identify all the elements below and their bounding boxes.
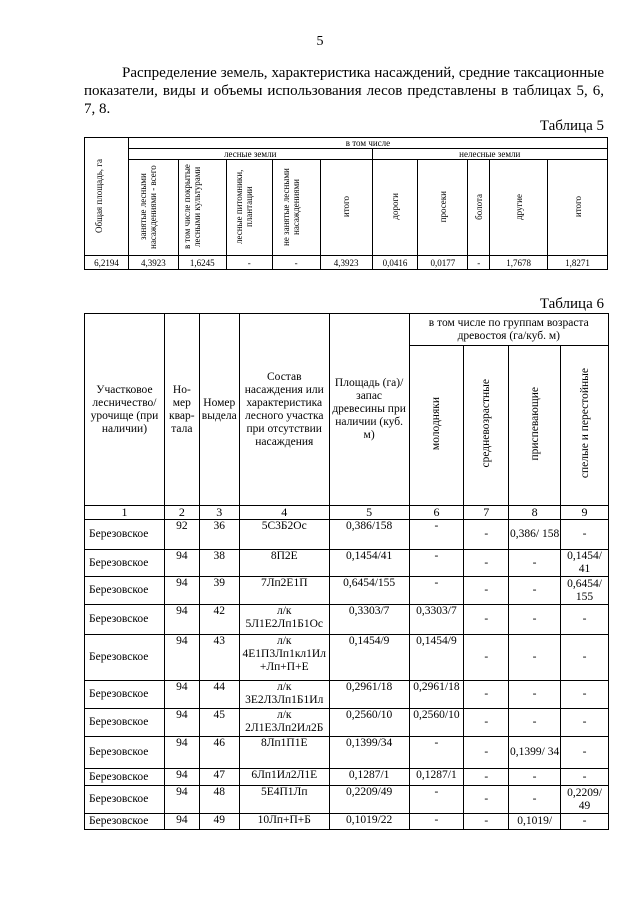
t6-col-number: 5 [329,506,409,520]
t6-col-number: 4 [239,506,329,520]
t6-cell: 8П2Е [239,550,329,577]
t6-cell: - [561,737,609,769]
t6-cell: 5С3Б2Ос [239,520,329,550]
t6-cell: - [464,769,509,786]
t6-cell: Березовское [85,635,165,681]
t6-cell: 8Лп1П1Е [239,737,329,769]
t6-cell: - [464,709,509,737]
t6-cell: 0,1019/22 [329,814,409,830]
t6-cell: 36 [199,520,239,550]
t6-cell: 10Лп+П+Б [239,814,329,830]
t6-cell: - [561,814,609,830]
t6-col-number: 6 [409,506,464,520]
t6-col-number: 9 [561,506,609,520]
t6-cell: - [409,814,464,830]
t6-cell: - [464,605,509,635]
t6-cell: - [561,709,609,737]
t5-cell: 0,0416 [372,256,418,270]
t6-cell: 5Е4П1Лп [239,786,329,814]
t6-cell: - [464,737,509,769]
t5-header-incl: в том числе [128,138,607,149]
t6-cell: - [509,786,561,814]
t6-header-plot: Номер выдела [199,314,239,506]
t6-cell: - [509,769,561,786]
t6-cell: - [409,577,464,605]
t6-cell: 0,386/158 [329,520,409,550]
t5-col-nurseries: лесные питомники, плантации [226,160,272,256]
t6-cell: 7Лп2Е1П [239,577,329,605]
t6-cell: Березовское [85,605,165,635]
table-row [85,769,609,786]
t6-cell: л/к 3Е2Л3Лп1Б1Ил [239,681,329,709]
t6-cell: 44 [199,681,239,709]
t6-cell: 0,2560/10 [329,709,409,737]
table-row [85,520,609,550]
t6-header-mature: спелые и перестойные [561,346,609,506]
t6-body [85,520,609,830]
t6-header-young: молодняки [409,346,464,506]
t6-cell: 94 [164,635,199,681]
t6-cell: - [509,635,561,681]
t5-header-nonforest: нелесные земли [372,149,608,160]
t6-cell: - [561,520,609,550]
t6-header-middle-aged: средневозрастные [464,346,509,506]
t6-cell: 39 [199,577,239,605]
t6-cell: - [464,814,509,830]
t6-col-number: 1 [85,506,165,520]
t6-cell: 94 [164,769,199,786]
t6-cell: 0,1287/1 [329,769,409,786]
t5-col-not-occupied: не занятые лесными насаждениями [272,160,320,256]
t6-cell: - [561,769,609,786]
table6 [84,313,609,830]
t5-cell: 4,3923 [128,256,178,270]
table-row [85,635,609,681]
t6-cell: Березовское [85,737,165,769]
t6-cell: 0,6454/155 [329,577,409,605]
t6-cell: 94 [164,737,199,769]
t6-cell: - [464,681,509,709]
t5-col-cultures: в том числе покрытые лесными культурами [178,160,226,256]
t6-cell: 0,3303/7 [409,605,464,635]
table6-caption: Таблица 6 [539,296,604,312]
t5-cell: - [226,256,272,270]
table-row [85,577,609,605]
t6-cell: 0,2961/18 [329,681,409,709]
t6-cell: 6Лп1Ил2Л1Е [239,769,329,786]
t6-header-composition: Состав насаждения или характеристика лесного участка при отсутствии насаждения [239,314,329,506]
t6-cell: 47 [199,769,239,786]
table-row [85,814,609,830]
t5-cell: 1,6245 [178,256,226,270]
t6-cell: 0,1454/41 [329,550,409,577]
t5-col-forest-total: итого [320,160,372,256]
t6-cell: 0,1454/9 [329,635,409,681]
t6-column-numbers [85,506,609,520]
t6-cell: 0,1019/ [509,814,561,830]
table-row [85,550,609,577]
t6-cell: - [561,681,609,709]
t6-cell: - [509,605,561,635]
t6-cell: - [464,635,509,681]
t5-cell: 4,3923 [320,256,372,270]
t6-cell: 0,1454/9 [409,635,464,681]
t6-cell: - [464,520,509,550]
page-number: 5 [316,34,324,49]
t6-cell: 0,3303/7 [329,605,409,635]
table5-caption: Таблица 5 [539,118,604,134]
t6-cell: 94 [164,550,199,577]
t6-cell: 42 [199,605,239,635]
t6-cell: Березовское [85,520,165,550]
t6-cell: - [509,577,561,605]
t5-cell: - [272,256,320,270]
t6-cell: 94 [164,786,199,814]
t6-header-age-groups: в том числе по группам возраста древостоя (га/куб. м) [409,314,609,346]
t6-cell: - [409,520,464,550]
t6-cell: - [509,681,561,709]
t6-cell: 0,1399/34 [329,737,409,769]
t6-cell: 0,1454/ 41 [561,550,609,577]
t6-cell: 46 [199,737,239,769]
table-row [85,737,609,769]
table-row [85,605,609,635]
t5-col-nonforest-total: итого [548,160,608,256]
table-row [85,681,609,709]
table-row [85,786,609,814]
t6-cell: 92 [164,520,199,550]
t6-cell: 94 [164,681,199,709]
t6-col-number: 8 [509,506,561,520]
t5-cell: - [468,256,490,270]
t6-cell: 0,2961/18 [409,681,464,709]
t5-col-clearings: просеки [418,160,468,256]
t6-cell: 94 [164,814,199,830]
t6-cell: 45 [199,709,239,737]
t5-col-swamps: болота [468,160,490,256]
t5-header-total-area: Общая площадь, га [85,138,129,256]
t6-header-district: Участковое лесничество/ урочище (при наличии) [85,314,165,506]
table5 [84,137,608,270]
table-row [85,256,608,270]
t6-cell: - [409,737,464,769]
t6-col-number: 7 [464,506,509,520]
t6-col-number: 2 [164,506,199,520]
t6-cell: 0,2209/ 49 [561,786,609,814]
t6-cell: 94 [164,709,199,737]
t5-cell: 1,7678 [490,256,548,270]
t5-col-other: другие [490,160,548,256]
t6-cell: л/к 4Е1П3Лп1кл1Ил +Лп+П+Е [239,635,329,681]
t5-cell: 6,2194 [85,256,129,270]
t6-cell: - [561,635,609,681]
t6-cell: 0,6454/ 155 [561,577,609,605]
t6-cell: - [464,550,509,577]
t6-cell: Березовское [85,814,165,830]
t6-cell: - [509,709,561,737]
t6-cell: 0,1399/ 34 [509,737,561,769]
t5-col-occupied: занятые лесными насаждениями - всего [128,160,178,256]
t6-cell: - [409,550,464,577]
t6-header-area: Площадь (га)/запас древесины при наличии (куб. м) [329,314,409,506]
t6-cell: - [464,786,509,814]
t5-col-roads: дороги [372,160,418,256]
t6-cell: 0,2209/49 [329,786,409,814]
t6-cell: 38 [199,550,239,577]
t6-header-maturing: приспевающие [509,346,561,506]
t6-cell: Березовское [85,769,165,786]
t6-cell: Березовское [85,709,165,737]
t6-cell: - [509,550,561,577]
table-row [85,709,609,737]
t6-cell: - [561,605,609,635]
t6-cell: Березовское [85,577,165,605]
t6-cell: 94 [164,605,199,635]
t6-cell: - [409,786,464,814]
t6-header-quarter: Но-мер квар-тала [164,314,199,506]
t6-cell: 49 [199,814,239,830]
t6-cell: 0,1287/1 [409,769,464,786]
t6-cell: л/к 2Л1Е3Лп2Ил2Б [239,709,329,737]
t6-cell: 0,386/ 158 [509,520,561,550]
t5-cell: 0,0177 [418,256,468,270]
t6-cell: 43 [199,635,239,681]
t6-col-number: 3 [199,506,239,520]
t5-header-forest: лесные земли [128,149,372,160]
t6-cell: 0,2560/10 [409,709,464,737]
t6-cell: 94 [164,577,199,605]
t6-cell: л/к 5Л1Е2Лп1Б1Ос [239,605,329,635]
t6-cell: Березовское [85,550,165,577]
t6-cell: 48 [199,786,239,814]
t6-cell: - [464,577,509,605]
t6-cell: Березовское [85,786,165,814]
t5-cell: 1,8271 [548,256,608,270]
t6-cell: Березовское [85,681,165,709]
intro-paragraph: Распределение земель, характеристика насаждений, средние таксационные показатели, виды и объемы использования лесов представлены в таблицах 5, 6, 7, 8. [84,65,604,117]
